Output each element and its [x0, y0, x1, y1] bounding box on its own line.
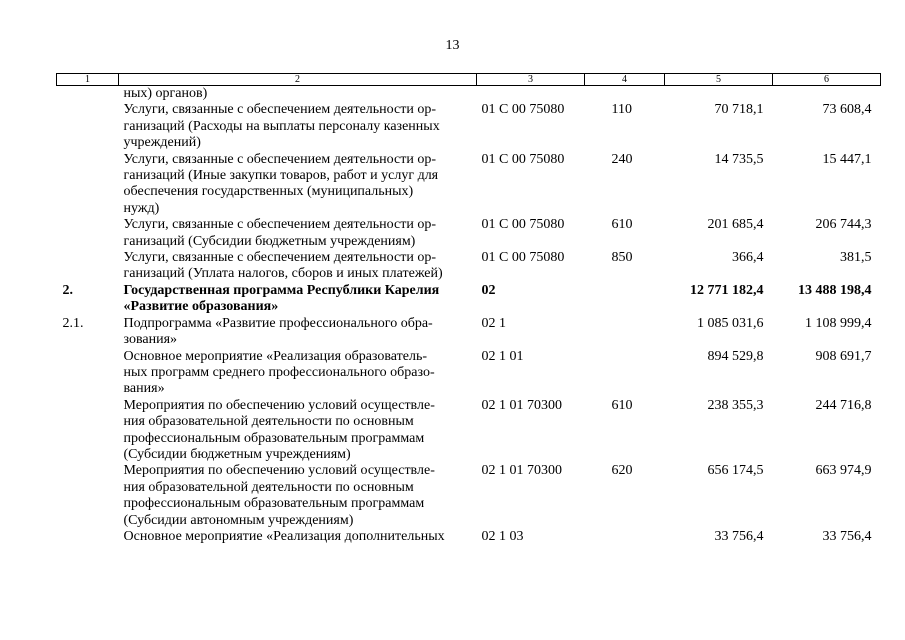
row-number — [57, 463, 119, 529]
row-amount-1: 201 685,4 — [707, 217, 764, 233]
row-amount-1: 366,4 — [732, 250, 764, 266]
row-code: 02 1 01 70300 — [481, 463, 562, 479]
table-header-row — [57, 74, 881, 86]
row-amount-2: 1 108 999,4 — [805, 315, 872, 331]
row-expense-type: 610 — [611, 397, 633, 413]
row-amount-2: 33 756,4 — [822, 528, 872, 544]
row-name: Мероприятия по обеспечению условий осуществле- ния образовательной деятельности по основным профессиональным образовательным программам (Субсидии автономным учреждениям) — [123, 463, 435, 528]
row-expense-type — [585, 86, 665, 103]
table-row — [57, 86, 881, 103]
column-header-2: 2 — [119, 74, 477, 86]
budget-table — [56, 73, 881, 545]
table-row — [57, 316, 881, 349]
row-amount-2: 13 488 198,4 — [798, 282, 872, 298]
row-number — [57, 250, 119, 283]
column-header-6: 6 — [773, 74, 881, 86]
table-row — [57, 463, 881, 529]
row-amount-1: 14 735,5 — [714, 151, 764, 167]
row-amount-2: 15 447,1 — [822, 151, 872, 167]
row-number — [57, 398, 119, 464]
row-number — [57, 152, 119, 218]
table-row — [57, 529, 881, 545]
table-row — [57, 217, 881, 250]
row-code: 02 1 — [481, 315, 506, 331]
row-amount-2: 381,5 — [840, 250, 872, 266]
row-code: 01 С 00 75080 — [481, 217, 565, 233]
row-expense-type: 850 — [611, 250, 633, 266]
row-amount-2: 908 691,7 — [815, 348, 872, 364]
table-row — [57, 152, 881, 218]
row-number — [57, 217, 119, 250]
table-body — [57, 86, 881, 546]
row-expense-type: 620 — [611, 463, 633, 479]
row-number: 2.1. — [62, 315, 84, 331]
row-amount-1: 70 718,1 — [714, 102, 764, 118]
row-code: 02 1 03 — [481, 528, 524, 544]
table-row — [57, 349, 881, 398]
row-expense-type: 240 — [611, 151, 633, 167]
row-code: 01 С 00 75080 — [481, 250, 565, 266]
row-name: Мероприятия по обеспечению условий осуществле- ния образовательной деятельности по основным профессиональным образовательным программам (Субсидии бюджетным учреждениям) — [123, 397, 435, 462]
row-amount-1 — [665, 86, 773, 103]
row-number — [57, 86, 119, 103]
table-row — [57, 283, 881, 316]
row-name: Услуги, связанные с обеспечением деятельности ор- ганизаций (Уплата налогов, сборов и иных платежей) — [123, 250, 443, 282]
row-expense-type: 610 — [611, 217, 633, 233]
row-amount-2: 206 744,3 — [815, 217, 872, 233]
row-number — [57, 349, 119, 398]
row-name: Основное мероприятие «Реализация образователь- ных программ среднего профессионального образо- вания» — [123, 348, 435, 397]
row-name: Основное мероприятие «Реализация дополнительных — [123, 528, 445, 544]
column-header-5: 5 — [665, 74, 773, 86]
table-row — [57, 398, 881, 464]
column-header-3: 3 — [477, 74, 585, 86]
row-amount-1: 33 756,4 — [714, 528, 764, 544]
row-code: 01 С 00 75080 — [481, 151, 565, 167]
row-expense-type: 110 — [611, 102, 632, 118]
row-amount-2: 244 716,8 — [815, 397, 872, 413]
table-row — [57, 102, 881, 151]
row-code: 02 — [481, 282, 496, 298]
row-name: Услуги, связанные с обеспечением деятельности ор- ганизаций (Субсидии бюджетным учреждениям) — [123, 217, 436, 249]
row-code — [477, 86, 585, 103]
row-number — [57, 102, 119, 151]
row-amount-1: 656 174,5 — [707, 463, 764, 479]
row-name: Государственная программа Республики Карелия «Развитие образования» — [123, 282, 440, 315]
row-expense-type — [585, 349, 665, 398]
row-amount-2: 73 608,4 — [822, 102, 872, 118]
row-expense-type — [585, 283, 665, 316]
row-code: 02 1 01 70300 — [481, 397, 562, 413]
row-expense-type — [585, 316, 665, 349]
page-number: 13 — [445, 38, 460, 53]
row-amount-2: 663 974,9 — [815, 463, 872, 479]
row-amount-2 — [773, 86, 881, 103]
row-code: 02 1 01 — [481, 348, 524, 364]
row-amount-1: 238 355,3 — [707, 397, 764, 413]
row-name: Подпрограмма «Развитие профессионального обра- зования» — [123, 315, 433, 348]
row-amount-1: 1 085 031,6 — [697, 315, 764, 331]
row-name: ных) органов) — [123, 86, 208, 101]
row-code: 01 С 00 75080 — [481, 102, 565, 118]
row-number: 2. — [62, 282, 73, 298]
column-header-1: 1 — [57, 74, 119, 86]
row-name: Услуги, связанные с обеспечением деятельности ор- ганизаций (Иные закупки товаров, работ и услуг для обеспечения государственных (муниципальных) нужд) — [123, 151, 439, 216]
row-expense-type — [585, 529, 665, 545]
table-row — [57, 250, 881, 283]
row-amount-1: 894 529,8 — [707, 348, 764, 364]
row-name: Услуги, связанные с обеспечением деятельности ор- ганизаций (Расходы на выплаты персоналу казенных учреждений) — [123, 102, 440, 151]
row-amount-1: 12 771 182,4 — [690, 282, 764, 298]
row-number — [57, 529, 119, 545]
column-header-4: 4 — [585, 74, 665, 86]
